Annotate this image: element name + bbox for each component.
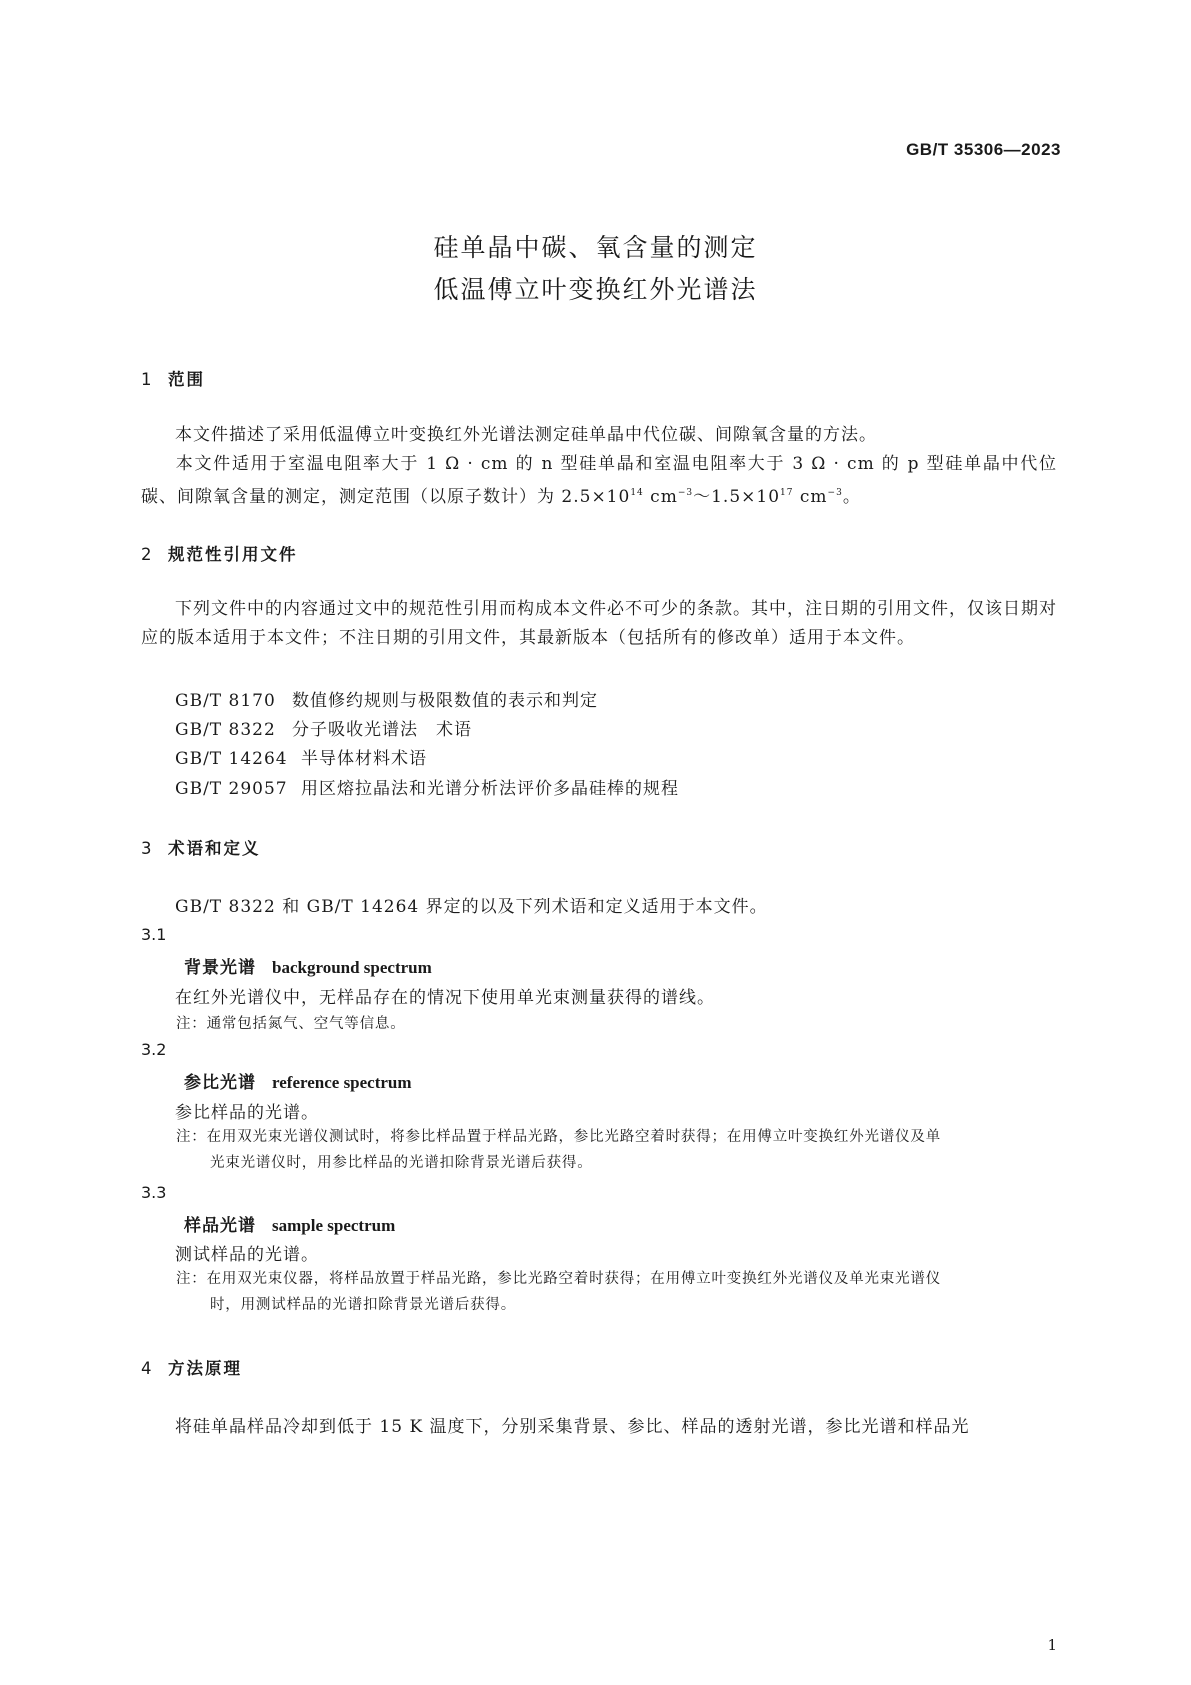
scope-paragraph-2: 本文件适用于室温电阻率大于 1 Ω · cm 的 n 型硅单晶和室温电阻率大于 3 Ω · cm 的 p 型硅单晶中代位碳、间隙氧含量的测定，测定范围（以原子数计）为 $2.5\times 10^{14}$ $cm^{-3}\sim 1.5\times 10^{17}$ $cm^{-3}$。	[141, 454, 1057, 507]
term-definition: 参比样品的光谱。	[175, 1103, 319, 1123]
section-4-heading	[141, 1355, 242, 1379]
terms-intro: GB/T 8322 和 GB/T 14264 界定的以及下列术语和定义适用于本文件。	[175, 897, 768, 917]
clause-number: 3.1	[141, 925, 167, 944]
reference-item: GB/T 29057 用区熔拉晶法和光谱分析法评价多晶硅棒的规程	[175, 779, 679, 799]
section-1-heading	[141, 366, 205, 390]
normative-references-paragraph: 下列文件中的内容通过文中的规范性引用而构成本文件必不可少的条款。其中，注日期的引用文件，仅该日期对应的版本适用于本文件；不注日期的引用文件，其最新版本（包括所有的修改单）适用于本文件。	[141, 599, 1057, 648]
term-note: 注：通常包括氮气、空气等信息。	[176, 1016, 406, 1032]
section-number: 3	[141, 839, 152, 858]
page-number: 1	[1047, 1636, 1057, 1654]
section-3-heading	[141, 835, 261, 859]
section-2-heading	[141, 541, 298, 565]
document-title-line1: 硅单晶中碳、氧含量的测定	[433, 233, 758, 262]
standard-number: GB/T 35306—2023	[906, 140, 1061, 159]
principle-paragraph: 将硅单晶样品冷却到低于 15 K 温度下，分别采集背景、参比、样品的透射光谱，参比光谱和样品光	[175, 1417, 970, 1437]
term-definition: 测试样品的光谱。	[175, 1245, 319, 1265]
document-title-line2: 低温傅立叶变换红外光谱法	[433, 275, 758, 304]
reference-item: GB/T 14264 半导体材料术语	[175, 749, 427, 769]
clause-number: 3.3	[141, 1183, 167, 1202]
scope-paragraph-1: 本文件描述了采用低温傅立叶变换红外光谱法测定硅单晶中代位碳、间隙氧含量的方法。	[175, 425, 877, 445]
section-number: 4	[141, 1359, 152, 1378]
term-note: 注：在用双光束光谱仪测试时，将参比样品置于样品光路，参比光路空着时获得；在用傅立叶变换红外光谱仪及单 光束光谱仪时，用参比样品的光谱扣除背景光谱后获得。	[176, 1129, 942, 1171]
reference-item: GB/T 8322 分子吸收光谱法 术语	[175, 720, 472, 740]
section-title: 范围	[168, 370, 205, 389]
section-title: 方法原理	[168, 1359, 242, 1378]
term-heading: 背景光谱 background spectrum	[184, 958, 432, 978]
section-title: 术语和定义	[168, 839, 261, 858]
section-title: 规范性引用文件	[168, 545, 298, 564]
term-definition: 在红外光谱仪中，无样品存在的情况下使用单光束测量获得的谱线。	[175, 988, 715, 1008]
clause-number: 3.2	[141, 1040, 167, 1059]
section-number: 2	[141, 545, 152, 564]
reference-item: GB/T 8170 数值修约规则与极限数值的表示和判定	[175, 691, 598, 711]
term-note: 注：在用双光束仪器，将样品放置于样品光路，参比光路空着时获得；在用傅立叶变换红外光谱仪及单光束光谱仪 时，用测试样品的光谱扣除背景光谱后获得。	[176, 1271, 942, 1313]
section-number: 1	[141, 370, 152, 389]
term-heading: 参比光谱 reference spectrum	[184, 1073, 412, 1093]
term-heading: 样品光谱 sample spectrum	[184, 1216, 396, 1236]
